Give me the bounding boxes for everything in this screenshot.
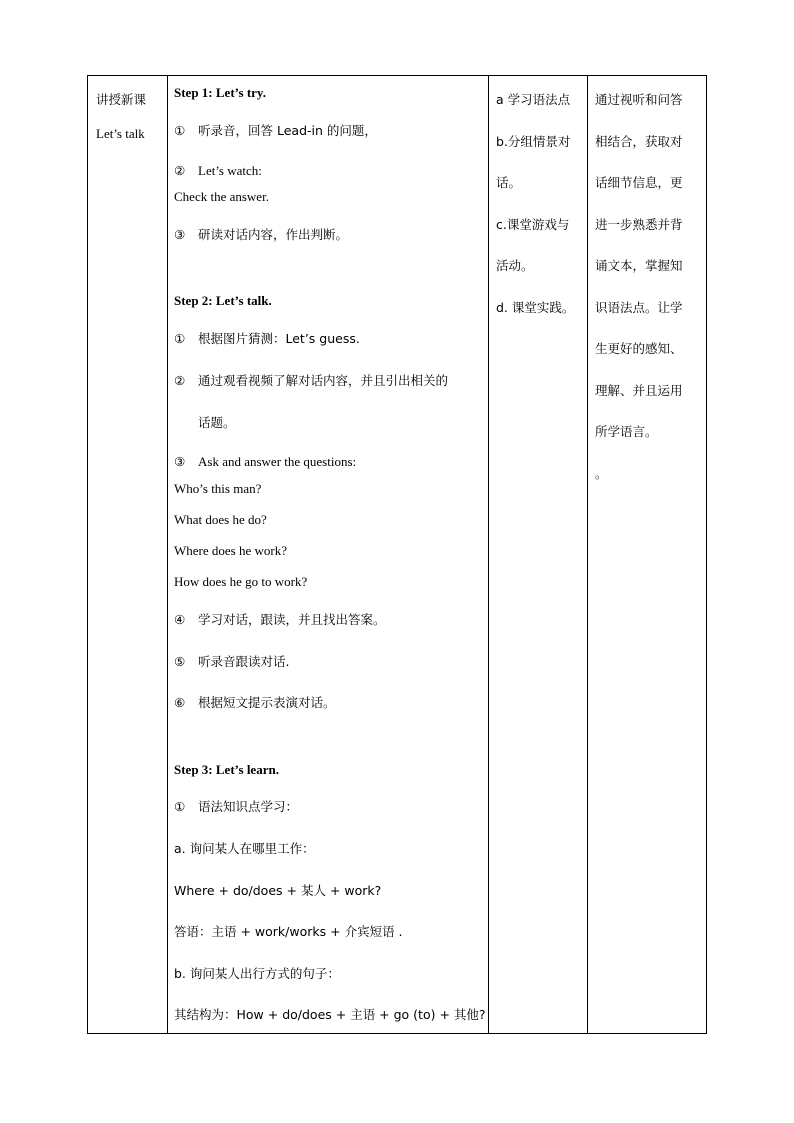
procedure-column: [168, 76, 489, 1033]
step3-title: Step 3: Let’s learn.: [174, 762, 279, 777]
grammar-point-a: a. 询问某人在哪里工作：: [174, 841, 315, 856]
purpose-line: 识语法点。让学: [595, 300, 683, 315]
step2-item1: ① 根据图片猜测：Let’s guess.: [174, 331, 360, 346]
subsection-label: Let’s talk: [96, 126, 145, 141]
step2-title: Step 2: Let’s talk.: [174, 293, 272, 308]
step2-item2-cont: 话题。: [198, 415, 236, 430]
purpose-line: 诵文本，掌握知: [595, 258, 683, 273]
lesson-table: [87, 75, 707, 1034]
step1-item3: ③ 研读对话内容，作出判断。: [174, 227, 349, 242]
step1-check: Check the answer.: [174, 189, 269, 204]
purpose-line: 通过视听和问答: [595, 92, 683, 107]
grammar-point-b: b. 询问某人出行方式的句子：: [174, 966, 340, 981]
purpose-line: 。: [595, 466, 608, 481]
activity-line: c.课堂游戏与: [496, 217, 570, 232]
activity-column: [489, 76, 588, 1033]
step1-item1: ① 听录音，回答 Lead-in 的问题，: [174, 123, 377, 138]
step1-item2: ② Let’s watch:: [174, 163, 262, 178]
step2-item6: ⑥ 根据短文提示表演对话。: [174, 695, 336, 710]
step2-item2: ② 通过观看视频了解对话内容，并且引出相关的: [174, 373, 449, 388]
step3-item1: ① 语法知识点学习：: [174, 799, 299, 814]
purpose-line: 生更好的感知、: [595, 341, 683, 356]
activity-line: 话。: [496, 175, 522, 190]
purpose-line: 所学语言。: [595, 424, 658, 439]
activity-line: 活动。: [496, 258, 534, 273]
step2-item4: ④ 学习对话，跟读，并且找出答案。: [174, 612, 386, 627]
question-4: How does he go to work?: [174, 574, 308, 589]
grammar-pattern-b: 其结构为：How + do/does + 主语 + go (to) + 其他?: [174, 1007, 486, 1022]
activity-line: d. 课堂实践。: [496, 300, 575, 315]
grammar-answer-a: 答语：主语 + work/works + 介宾短语 .: [174, 924, 403, 939]
purpose-line: 话细节信息，更: [595, 175, 683, 190]
question-1: Who’s this man?: [174, 481, 262, 496]
activity-line: b.分组情景对: [496, 134, 571, 149]
section-column: [88, 76, 168, 1033]
question-3: Where does he work?: [174, 543, 287, 558]
grammar-pattern-a: Where + do/does + 某人 + work?: [174, 883, 382, 898]
question-2: What does he do?: [174, 512, 267, 527]
activity-line: a 学习语法点: [496, 92, 571, 107]
step2-item3: ③ Ask and answer the questions:: [174, 454, 357, 469]
section-label: 讲授新课: [96, 92, 147, 107]
step1-title: Step 1: Let’s try.: [174, 85, 266, 100]
step2-item5: ⑤ 听录音跟读对话.: [174, 654, 290, 669]
purpose-line: 进一步熟悉并背: [595, 217, 683, 232]
purpose-line: 理解、并且运用: [595, 383, 683, 398]
purpose-column: [588, 76, 706, 1033]
purpose-line: 相结合，获取对: [595, 134, 683, 149]
